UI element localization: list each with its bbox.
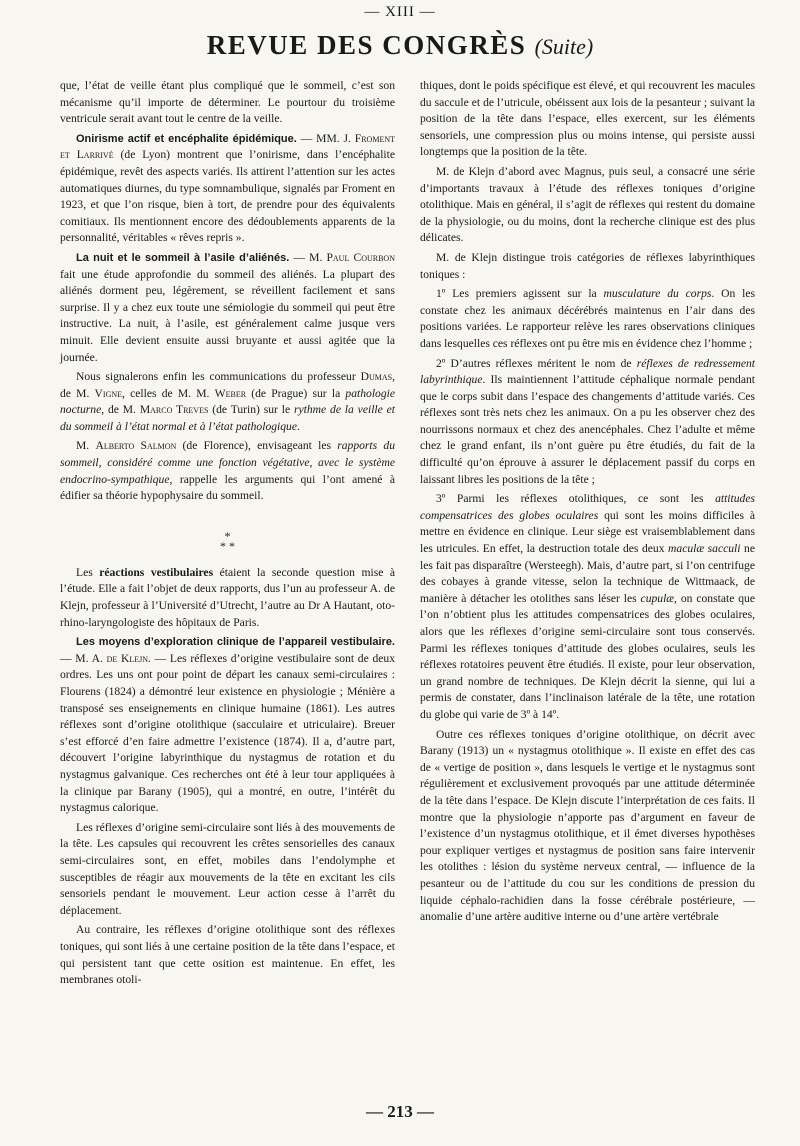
author-names: — M. A. de Klejn. [60,651,151,665]
separator-star: * [224,528,231,543]
paragraph [60,131,395,247]
author-name: Weber [214,386,247,400]
text-run: ne les fait pas disparaître (Wersteegh). Mais, d’autre part, si l’on centrifuge des cobayes à grande vitesse, selon la technique de Wittmaack, de manière à détacher les otolithes sans léser les [420,542,755,605]
text-run: (de Florence), envisageant les [176,439,338,453]
italic-title: rapports du sommeil, considéré comme une fonction végétative, avec le système endocrino-sympathique [60,439,395,486]
italic-term: attitudes compensatrices des globes oculaires [420,492,755,522]
paragraph [60,634,395,817]
text-run: 2º D’autres réflexes méritent le nom de [436,356,637,370]
author-name: Vigne [94,386,123,400]
section-separator [60,528,395,553]
paragraph [420,356,755,489]
text-run: . [297,419,300,433]
left-column [60,78,395,989]
text-run: étaient la seconde question mise à l’étude. Elle a fait l’objet de deux rapports, dus l’un au professeur A. de Klejn, professeur à l’Université d’Utrecht, l’autre au Dr A Hautant, oto-rhino-laryngologiste des hôpitaux de Paris. [60,565,396,629]
paragraph [420,286,755,352]
paragraph: M. de Klejn d’abord avec Magnus, puis seul, a consacré une série d’importants travaux à l’étude des réflexes toniques d’origine otolithique. Mais en général, il s’agit de réflexes qui restent du domaine de la physiologie, ou du moins, dont la recherche clinique est des plus délicates. [420,164,755,245]
text-run: . On les constate chez les animaux décérébrés maintenus en l’air dans des positions variées. Le rapporteur relève les rares observations cliniques dans lesquelles ces réflexes ont pu être mis en évidence chez l’homme ; [420,287,755,350]
separator-stars: * * [220,538,235,553]
italic-title: rythme de la veille et du sommeil à l’état normal et à l’état pathologique [60,403,395,433]
section-heading: Les moyens d’exploration clinique de l’appareil vestibulaire. [76,636,395,649]
title-text: REVUE DES CONGRÈS [206,30,527,60]
italic-term: musculature du corps [603,287,712,301]
page-title [0,30,800,61]
paragraph-text: (de Lyon) montrent que l’onirisme, dans l’encéphalite épidémique, revêt des aspects variés. Ils attirent l’attention sur les actes automatiques diurnes, du type somnambulique, signalés par Froment en 1923, et que l’on risque, bien à tort, de prendre pour des équivalents comitiaux. Ils mentionnent encore des dédoublements apparents de la personnalité, véritables « rêves repris ». [60,148,396,245]
roman-page-number: — XIII — [364,4,436,20]
text-run: , rappelle les arguments qui l’ont amené à édifier sa théorie hypophysaire du sommeil. [60,472,395,503]
text-run: (de Turin) sur le [208,403,294,417]
text-run: . Ils maintiennent l’attitude céphalique normale pendant que le corps subit dans l’espace des changements d’attitude variés. Ces réflexes sont très nets chez les animaux. On a pu les observer chez des nourrissons normaux et chez des anencéphales. Chez l’adulte et même chez le grand enfant, ils n’ont guère pu être étudiés, du fait de la difficulté qu’on éprouve à assurer le déplacement passif du corps en laissant libres les positions de la tête ; [420,373,755,486]
text-run: Les [76,565,100,579]
paragraph: thiques, dont le poids spécifique est élevé, et qui recouvrent les macules du saccule et de l’utricule, obéissent aux lois de la pesanteur ; suivant la position de la tête dans l’espace, elles exercent, sur les éléments sensoriels, une compression plus ou moins intense, qui persiste aussi longtemps que la position de la tête. [420,79,755,159]
author-names: — M. Paul Courbon [289,250,395,264]
paragraph [60,369,395,435]
bold-term: réactions vestibulaires [99,565,214,579]
page-number: — 213 — [366,1102,434,1121]
text-run: (de Prague) sur la [246,386,346,400]
paragraph: Au contraire, les réflexes d’origine otolithique sont des réflexes toniques, qui sont liés à une certaine position de la tête dans l’espace, et qui persistent tant que cette osition est maintenue. En effet, les membranes otoli- [60,923,395,987]
author-name: Marco Treves [139,403,209,417]
paragraph [60,438,395,504]
paragraph [60,565,395,631]
text-run: Nous signalerons enfin les communications du professeur [76,370,361,384]
text-run: 1º Les premiers agissent sur la [436,287,604,301]
text-run: , de M. [60,370,395,400]
paragraph: que, l’état de veille étant plus compliqué que le sommeil, c’est son mécanisme qu’il importe de déterminer. Le pourtour du troisième ventricule serait avant tout le centre de la veille. [60,79,395,126]
section-heading: La nuit et le sommeil à l’asile d’aliénés. [76,251,290,264]
italic-title: pathologie nocturne [60,386,396,417]
paragraph: M. de Klejn distingue trois catégories de réflexes labyrinthiques toniques : [420,250,755,281]
author-name: Alberto Salmon [95,439,177,453]
text-run: , on constate que l’on n’obtient plus les attitudes compensatrices des globes oculaires, alors que les réflexes d’origine semi-circulaire sont tous conservés. Parmi les réflexes toniques d’attitude des globes oculaires, seuls les réflexes rotatoires peuvent être étudiés. Il existe, pour leur observation, un grand nombre de techniques. De Klejn décrit la sienne, qui lui a permis de constater, dans l’inclinaison latérale de la tête, une rotation du globe qui varie de 3º à 14º. [420,591,755,721]
paragraph [60,250,395,366]
text-run: qui sont les moins difficiles à mettre en évidence en clinique. Leur siège est vraisemblablement dans les utricules. En effet, la destruction totale des deux [420,508,755,556]
text-run: 3º Parmi les réflexes otolithiques, ce sont les [436,492,716,506]
author-names: — MM. J. Froment et Larrivé [60,131,396,162]
paragraph-text: fait une étude approfondie du sommeil des aliénés. La plupart des aliénés dorment peu, légèrement, se réveillent facilement et sans surprise. Il y a chez eux toute une sémiologie du sommeil qui peut être instructive. La nuit, à l’asile, est généralement calme jusque vers minuit. Elle devient ensuite aussi bruyante et aussi agitée que la journée. [60,267,395,364]
paragraph-text: — Les réflexes d’origine vestibulaire sont de deux ordres. Les uns ont pour point de départ les canaux semi-circulaires : Flourens (1824) a démontré leur existence en physiologie ; Ménière a transposé ses enseignements en clinique humaine (1861). Les autres réflexes sont d’origine otolithique (sacculaire et utriculaire). Breuer s’est efforcé d’en faire admettre l’existence (1874). Il a, d’autre part, découvert l’origine labyrinthique du nystagmus de rotation et du nystagmus galvanique. Ces recherches ont été à leur tour appliquées à la clinique par Barany (1905), qui a montré, en outre, l’intérêt du nystagmus calorique. [60,651,395,815]
text-run: , de M. [101,403,140,417]
italic-term: maculæ sacculi [668,542,741,556]
italic-term: cupulæ [640,591,675,605]
italic-term: réflexes de redressement labyrinthique [420,356,755,387]
title-suite: (Suite) [534,34,594,59]
paragraph: Les réflexes d’origine semi-circulaire sont liés à des mouvements de la tête. Les capsules qui recouvrent les crêtes sensorielles des canaux semi-circulaires sont, en effet, mobiles dans l’endolymphe et susceptibles de réagir aux mouvements de la tête en excitant les cils sensoriels pendant le mouvement. Leur action cesse à l’arrêt du déplacement. [60,820,395,917]
paragraph: Outre ces réflexes toniques d’origine otolithique, on décrit avec Barany (1913) un « nystagmus otolithique ». Il existe en effet des cas de « vertige de position », dans lesquels le vertige et le nystagmus sont régulièrement et exclusivement provoqués par une attitude déterminée de la tête dans l’espace. De Klejn discute l’interprétation de ces faits. Il montre que la physiologie n’apporte pas d’argument en faveur de l’existence d’un nystagmus otolithique, et il émet diverses hypothèses pour expliquer vertiges et nystagmus de position sans faire intervenir les otolithes : lésion du système nerveux central, — influence de la pesanteur ou de l’attitude du cou sur les conditions de pression du liquide céphalo-rachidien dans la fosse cérébrale postérieure, — anomalie d’une artère auditive interne ou d’une artère vertébrale [420,727,755,924]
paragraph [420,491,755,723]
section-heading: Onirisme actif et encéphalite épidémique. [76,132,297,145]
author-name: Dumas [360,370,393,384]
text-run: , celles de M. M. [122,386,215,400]
text-run: M. [76,439,96,453]
right-column [420,78,755,989]
two-column-body [60,78,755,989]
